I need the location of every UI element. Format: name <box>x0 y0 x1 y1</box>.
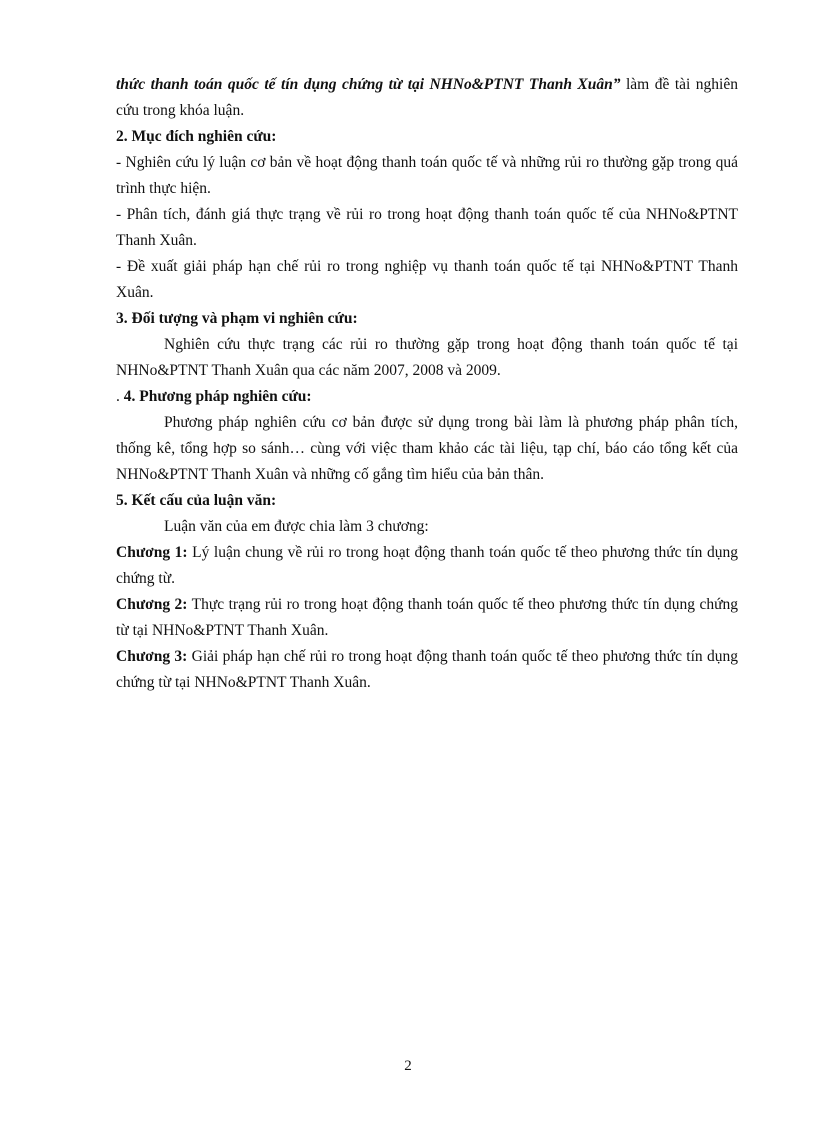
method-paragraph: Phương pháp nghiên cứu cơ bản được sử dụng trong bài làm là phương pháp phân tích, thống kê, tổng hợp so sánh… cùng với việc tham khảo các tài liệu, tạp chí, báo cáo tổng kết của NHNo&PTNT Thanh Xuân và những cố gắng tìm hiểu của bản thân. <box>116 414 738 483</box>
chapter-2 <box>116 592 738 644</box>
chapter-3-text: Giải pháp hạn chế rủi ro trong hoạt động thanh toán quốc tế theo phương thức tín dụng chứng từ tại NHNo&PTNT Thanh Xuân. <box>116 648 738 691</box>
chapter-2-text: Thực trạng rủi ro trong hoạt động thanh toán quốc tế theo phương thức tín dụng chứng từ tại NHNo&PTNT Thanh Xuân. <box>116 596 738 639</box>
chapter-3-label: Chương 3: <box>116 648 188 665</box>
chapter-1-label: Chương 1: <box>116 544 188 561</box>
intro-rest: làm đề tài nghiên cứu trong khóa luận. <box>116 76 738 119</box>
chapter-1 <box>116 540 738 592</box>
chapter-2-label: Chương 2: <box>116 596 188 613</box>
chapter-3 <box>116 644 738 696</box>
section-heading-method <box>116 384 738 410</box>
chapter-1-text: Lý luận chung về rủi ro trong hoạt động thanh toán quốc tế theo phương thức tín dụng chứng từ. <box>116 544 738 587</box>
scope-paragraph: Nghiên cứu thực trạng các rủi ro thường gặp trong hoạt động thanh toán quốc tế tại NHNo&PTNT Thanh Xuân qua các năm 2007, 2008 và 2009. <box>116 336 738 379</box>
intro-paragraph <box>116 72 738 124</box>
section-heading-purpose: 2. Mục đích nghiên cứu: <box>116 128 277 145</box>
page-number: 2 <box>404 1058 412 1074</box>
intro-emphasis: thức thanh toán quốc tế tín dụng chứng từ tại NHNo&PTNT Thanh Xuân” <box>116 76 621 93</box>
document-page <box>116 72 738 696</box>
method-heading-prefix: . <box>116 388 124 405</box>
structure-intro: Luận văn của em được chia làm 3 chương: <box>164 518 429 535</box>
section-heading-structure: 5. Kết cấu của luận văn: <box>116 492 277 509</box>
purpose-item-2: - Phân tích, đánh giá thực trạng về rủi ro trong hoạt động thanh toán quốc tế của NHNo&PTNT Thanh Xuân. <box>116 206 738 249</box>
purpose-item-3: - Đề xuất giải pháp hạn chế rủi ro trong nghiệp vụ thanh toán quốc tế tại NHNo&PTNT Thanh Xuân. <box>116 258 738 301</box>
section-heading-scope: 3. Đối tượng và phạm vi nghiên cứu: <box>116 310 358 327</box>
purpose-item-1: - Nghiên cứu lý luận cơ bản về hoạt động thanh toán quốc tế và những rủi ro thường gặp trong quá trình thực hiện. <box>116 154 738 197</box>
method-heading-text: 4. Phương pháp nghiên cứu: <box>123 388 312 405</box>
